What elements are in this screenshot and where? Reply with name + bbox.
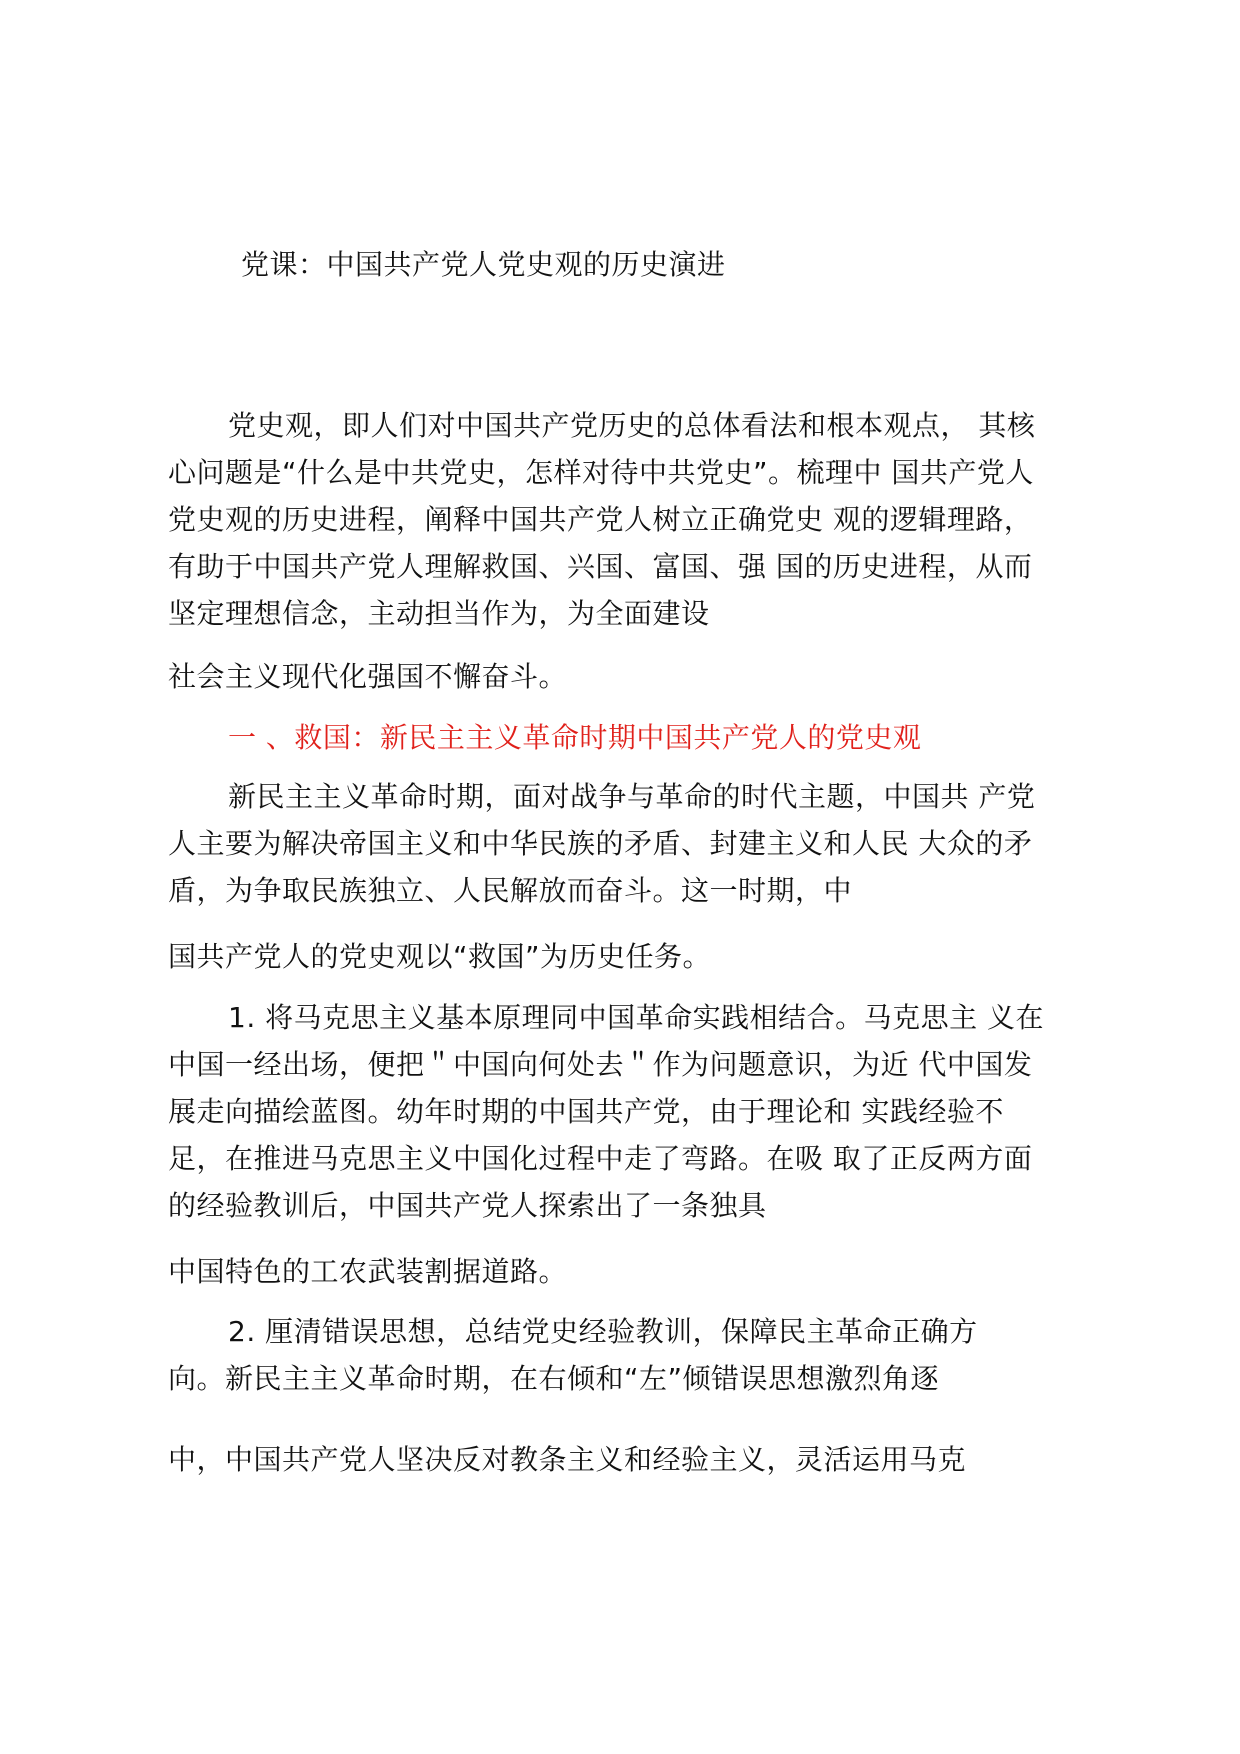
paragraph-line: 党史观的历史进程，阐释中国共产党人树立正确党史 观的逻辑理路， <box>168 503 1033 536</box>
paragraph-line: 党史观，即人们对中国共产党历史的总体看法和根本观点， 其核 <box>228 409 1036 442</box>
page-title: 党课：中国共产党人党史观的历史演进 <box>241 248 726 281</box>
paragraph-line: 社会主义现代化强国不懈奋斗。 <box>168 660 568 693</box>
paragraph-line: 新民主主义革命时期，面对战争与革命的时代主题，中国共 产党 <box>228 780 1036 813</box>
paragraph-line: 人主要为解决帝国主义和中华民族的矛盾、封建主义和人民 大众的矛 <box>168 827 1033 860</box>
paragraph-line: 展走向描绘蓝图。幼年时期的中国共产党，由于理论和 实践经验不 <box>168 1095 1004 1128</box>
section-heading: 一 、救国：新民主主义革命时期中国共产党人的党史观 <box>228 721 922 754</box>
paragraph-line: 中国特色的工农武装割据道路。 <box>168 1255 568 1288</box>
paragraph-line: 盾，为争取民族独立、人民解放而奋斗。这一时期，中 <box>168 874 853 907</box>
paragraph-line: 足，在推进马克思主义中国化过程中走了弯路。在吸 取了正反两方面 <box>168 1142 1033 1175</box>
paragraph-line: 国共产党人的党史观以“救国”为历史任务。 <box>168 940 712 973</box>
paragraph-line: 中国一经出场，便把＂中国向何处去＂作为问题意识，为近 代中国发 <box>168 1048 1033 1081</box>
paragraph-line: 心问题是“什么是中共党史，怎样对待中共党史”。梳理中 国共产党人 <box>168 456 1034 489</box>
paragraph-line: 2. 厘清错误思想，总结党史经验教训，保障民主革命正确方 <box>228 1315 978 1348</box>
paragraph-line: 向。新民主主义革命时期，在右倾和“左”倾错误思想激烈角逐 <box>168 1362 940 1395</box>
paragraph-line: 有助于中国共产党人理解救国、兴国、富国、强 国的历史进程，从而 <box>168 550 1033 583</box>
paragraph-line: 的经验教训后，中国共产党人探索出了一条独具 <box>168 1189 767 1222</box>
paragraph-line: 1. 将马克思主义基本原理同中国革命实践相结合。马克思主 义在 <box>228 1001 1045 1034</box>
paragraph-line: 中，中国共产党人坚决反对教条主义和经验主义，灵活运用马克 <box>168 1443 967 1476</box>
paragraph-line: 坚定理想信念，主动担当作为，为全面建设 <box>168 597 710 630</box>
